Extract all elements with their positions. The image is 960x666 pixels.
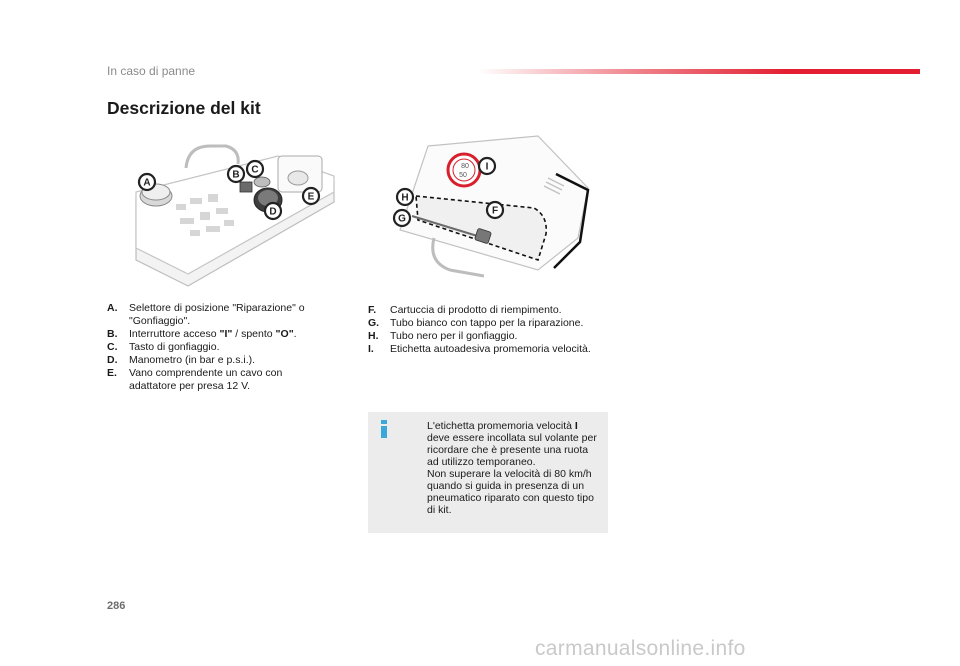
page-number: 286 [107, 600, 126, 612]
speed-label-top: 80 [461, 163, 469, 170]
info-icon [380, 420, 388, 440]
legend-item-i [368, 343, 628, 356]
legend-letter: B. [107, 328, 118, 340]
compressor-kit-illustration [128, 140, 340, 290]
callout-d: D [269, 206, 277, 218]
legend-item-f [368, 304, 628, 317]
speed-label-bottom: 50 [459, 172, 467, 179]
legend-left [107, 302, 327, 393]
legend-letter: F. [368, 304, 377, 316]
page-title: Descrizione del kit [107, 98, 261, 118]
legend-text: Vano comprendente un cavo con adattatore per presa 12 V. [129, 367, 283, 392]
legend-right [368, 304, 628, 356]
legend-bold-off: "O" [275, 328, 294, 340]
compressor-kit-svg [128, 140, 340, 290]
legend-text: Selettore di posizione "Riparazione" o "Gonfiaggio". [129, 302, 305, 327]
legend-letter: H. [368, 330, 379, 342]
cartridge-kit-svg [388, 130, 603, 280]
info-text-part: deve essere incollata sul volante per ricordare che è presente una ruota ad utilizzo temporaneo. Non superare la velocità di 80 km/h quando si guida in presenza di un pneumatico riparato con questo tipo di kit. [427, 432, 597, 516]
callout-i: I [485, 161, 489, 173]
section-label: In caso di panne [107, 64, 196, 78]
legend-letter: I. [368, 343, 374, 355]
info-text [427, 420, 602, 516]
info-box [368, 412, 608, 533]
legend-item-g [368, 317, 628, 330]
legend-item-h [368, 330, 628, 343]
legend-text: Etichetta autoadesiva promemoria velocità. [390, 343, 591, 355]
legend-item-c [107, 341, 327, 354]
callout-e: E [307, 191, 315, 203]
legend-text: Tubo nero per il gonfiaggio. [390, 330, 518, 342]
legend-bold-on: "I" [219, 328, 233, 340]
callout-b: B [232, 169, 240, 181]
callout-c: C [251, 164, 259, 176]
info-text-part: L'etichetta promemoria velocità [427, 420, 575, 432]
legend-text: / spento [232, 328, 276, 340]
legend-letter: D. [107, 354, 118, 366]
callout-g: G [398, 213, 406, 225]
legend-letter: A. [107, 302, 118, 314]
legend-text: Cartuccia di prodotto di riempimento. [390, 304, 562, 316]
callout-f: F [491, 205, 499, 217]
legend-letter: C. [107, 341, 118, 353]
cartridge-kit-illustration [388, 130, 603, 280]
legend-item-a [107, 302, 327, 328]
legend-text: Manometro (in bar e p.s.i.). [129, 354, 256, 366]
legend-item-b [107, 328, 327, 341]
header-accent-bar [478, 69, 920, 74]
watermark: carmanualsonline.info [535, 637, 746, 660]
legend-text: Interruttore acceso [129, 328, 220, 340]
legend-text: Tasto di gonfiaggio. [129, 341, 220, 353]
legend-letter: E. [107, 367, 117, 379]
legend-item-d [107, 354, 327, 367]
legend-letter: G. [368, 317, 380, 329]
callout-a: A [143, 177, 151, 189]
legend-item-e [107, 367, 327, 393]
legend-text: Tubo bianco con tappo per la riparazione. [390, 317, 584, 329]
info-text-bold: I [574, 420, 578, 432]
callout-h: H [401, 192, 409, 204]
legend-text: . [293, 328, 297, 340]
